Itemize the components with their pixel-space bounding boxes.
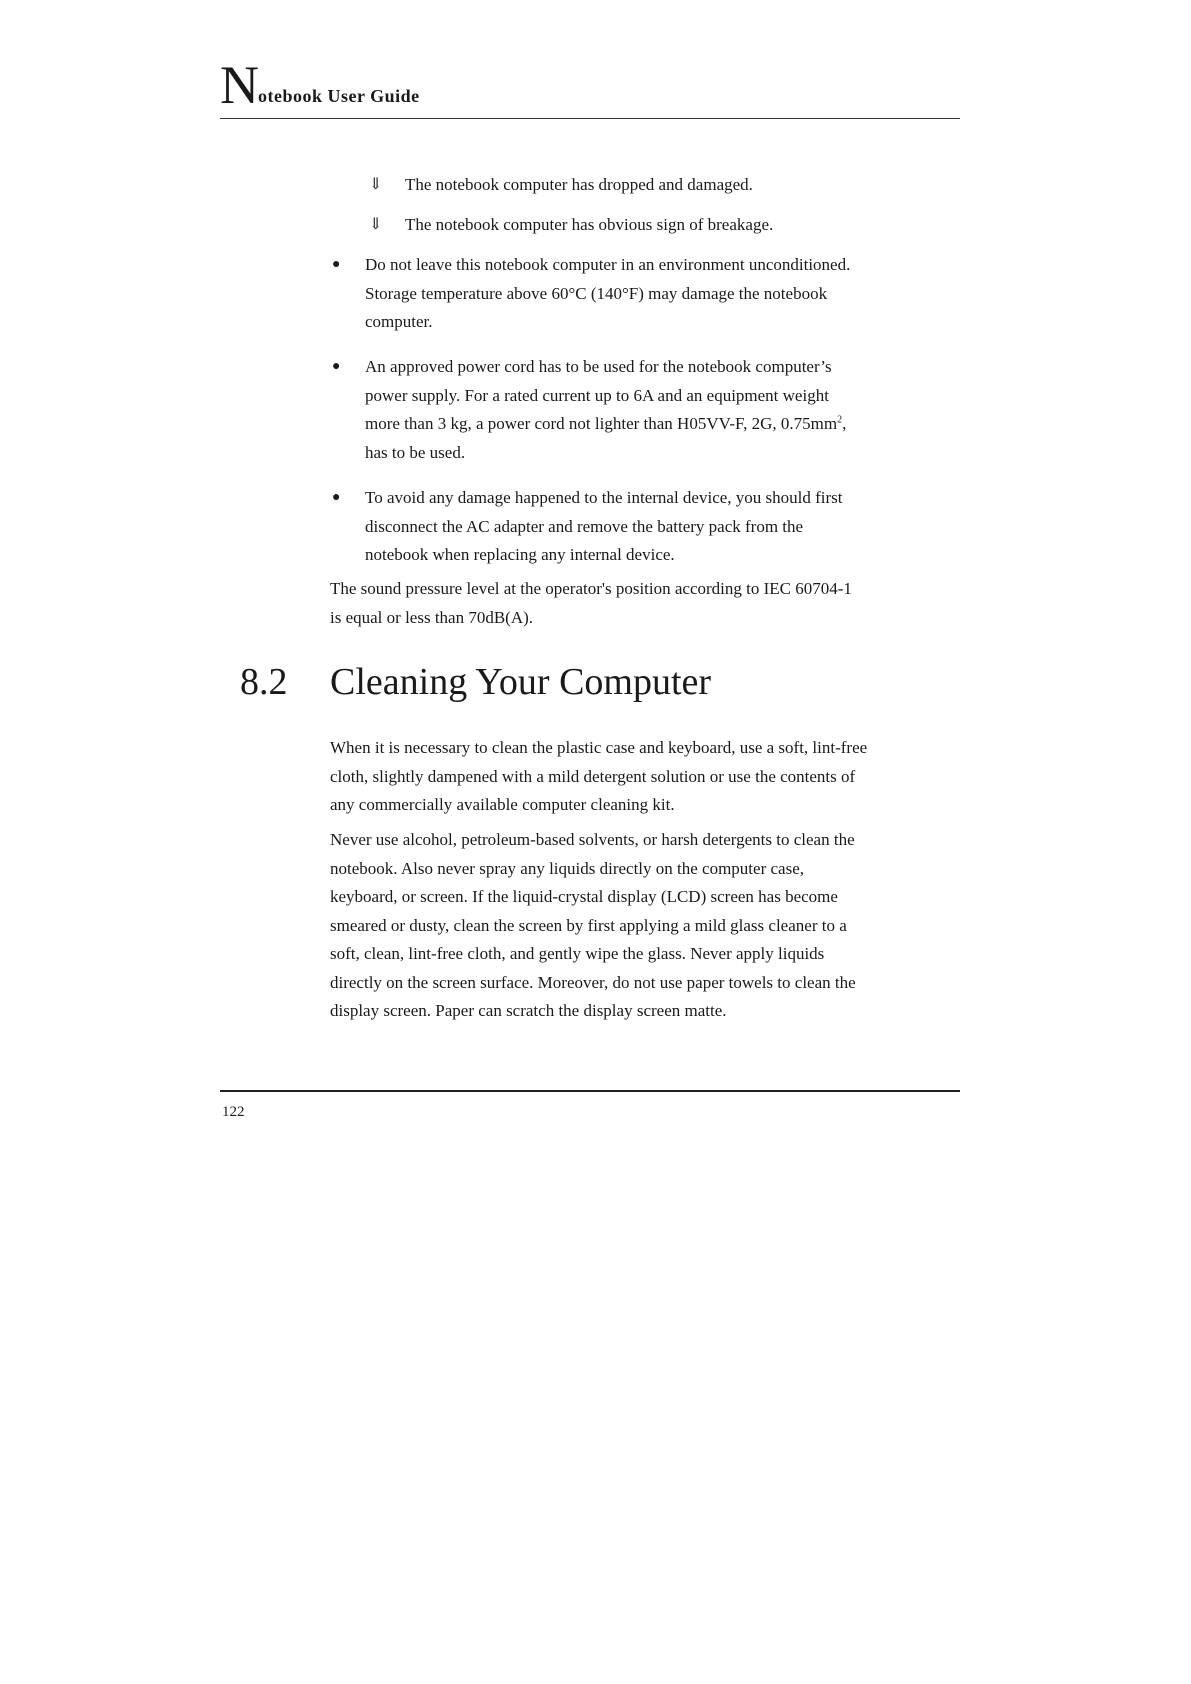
down-arrow-icon: ⇓ [369,176,383,193]
paragraph-line: The sound pressure level at the operator's position according to IEC 60704-1 [330,579,852,598]
sound-paragraph [330,575,970,632]
footer-divider [220,1090,960,1092]
paragraph-line: keyboard, or screen. If the liquid-crystal display (LCD) screen has become [330,887,838,906]
section-number: 8.2 [240,661,288,703]
bullet-item [365,251,965,337]
header-title: otebook User Guide [258,86,420,106]
paragraph-line: When it is necessary to clean the plastic case and keyboard, use a soft, lint-free [330,738,868,757]
paragraph-line: any commercially available computer cleaning kit. [330,795,675,814]
superscript: 2 [837,414,843,426]
down-arrow-icon: ⇓ [369,216,383,233]
bullet-line: An approved power cord has to be used for the notebook computer’s [365,357,832,376]
cleaning-paragraph-2 [330,826,970,1026]
page-number: 122 [222,1104,245,1120]
bullet-line: To avoid any damage happened to the internal device, you should first [365,488,843,507]
paragraph-line: directly on the screen surface. Moreover, do not use paper towels to clean the [330,972,856,992]
superscript-suffix: , [842,414,847,433]
bullet-icon: ● [332,490,341,505]
bullet-icon: ● [332,359,341,374]
bullet-item [365,484,965,570]
paragraph-line: is equal or less than 70dB(A). [330,607,534,627]
bullet-line: power supply. For a rated current up to 6A and an equipment weight [365,385,829,405]
header-initial: N [220,55,259,115]
cleaning-paragraph-1 [330,734,970,820]
bullet-line: computer. [365,312,433,331]
bullet-line [365,410,965,439]
bullet-line: Storage temperature above 60°C (140°F) may damage the notebook [365,283,828,303]
page-header [220,55,960,119]
paragraph-line: display screen. Paper can scratch the display screen matte. [330,1001,727,1020]
bullet-line: Do not leave this notebook computer in an environment unconditioned. [365,255,851,274]
sub-item: The notebook computer has dropped and damaged. [405,175,753,194]
bullet-line-text: more than 3 kg, a power cord not lighter than H05VV-F, 2G, 0.75mm [365,414,838,433]
bullet-item [365,353,965,467]
bullet-line: disconnect the AC adapter and remove the battery pack from the [365,516,804,536]
bullet-icon: ● [332,257,341,272]
bullet-line: notebook when replacing any internal device. [365,545,675,564]
paragraph-line: notebook. Also never spray any liquids directly on the computer case, [330,858,804,878]
paragraph-line: cloth, slightly dampened with a mild detergent solution or use the contents of [330,766,856,786]
paragraph-line: soft, clean, lint-free cloth, and gently wipe the glass. Never apply liquids [330,944,825,963]
bullet-line: has to be used. [365,442,466,462]
paragraph-line: Never use alcohol, petroleum-based solvents, or harsh detergents to clean the [330,830,855,849]
sub-item: The notebook computer has obvious sign of breakage. [405,215,774,234]
section-title: Cleaning Your Computer [330,661,712,703]
paragraph-line: smeared or dusty, clean the screen by first applying a mild glass cleaner to a [330,915,847,935]
